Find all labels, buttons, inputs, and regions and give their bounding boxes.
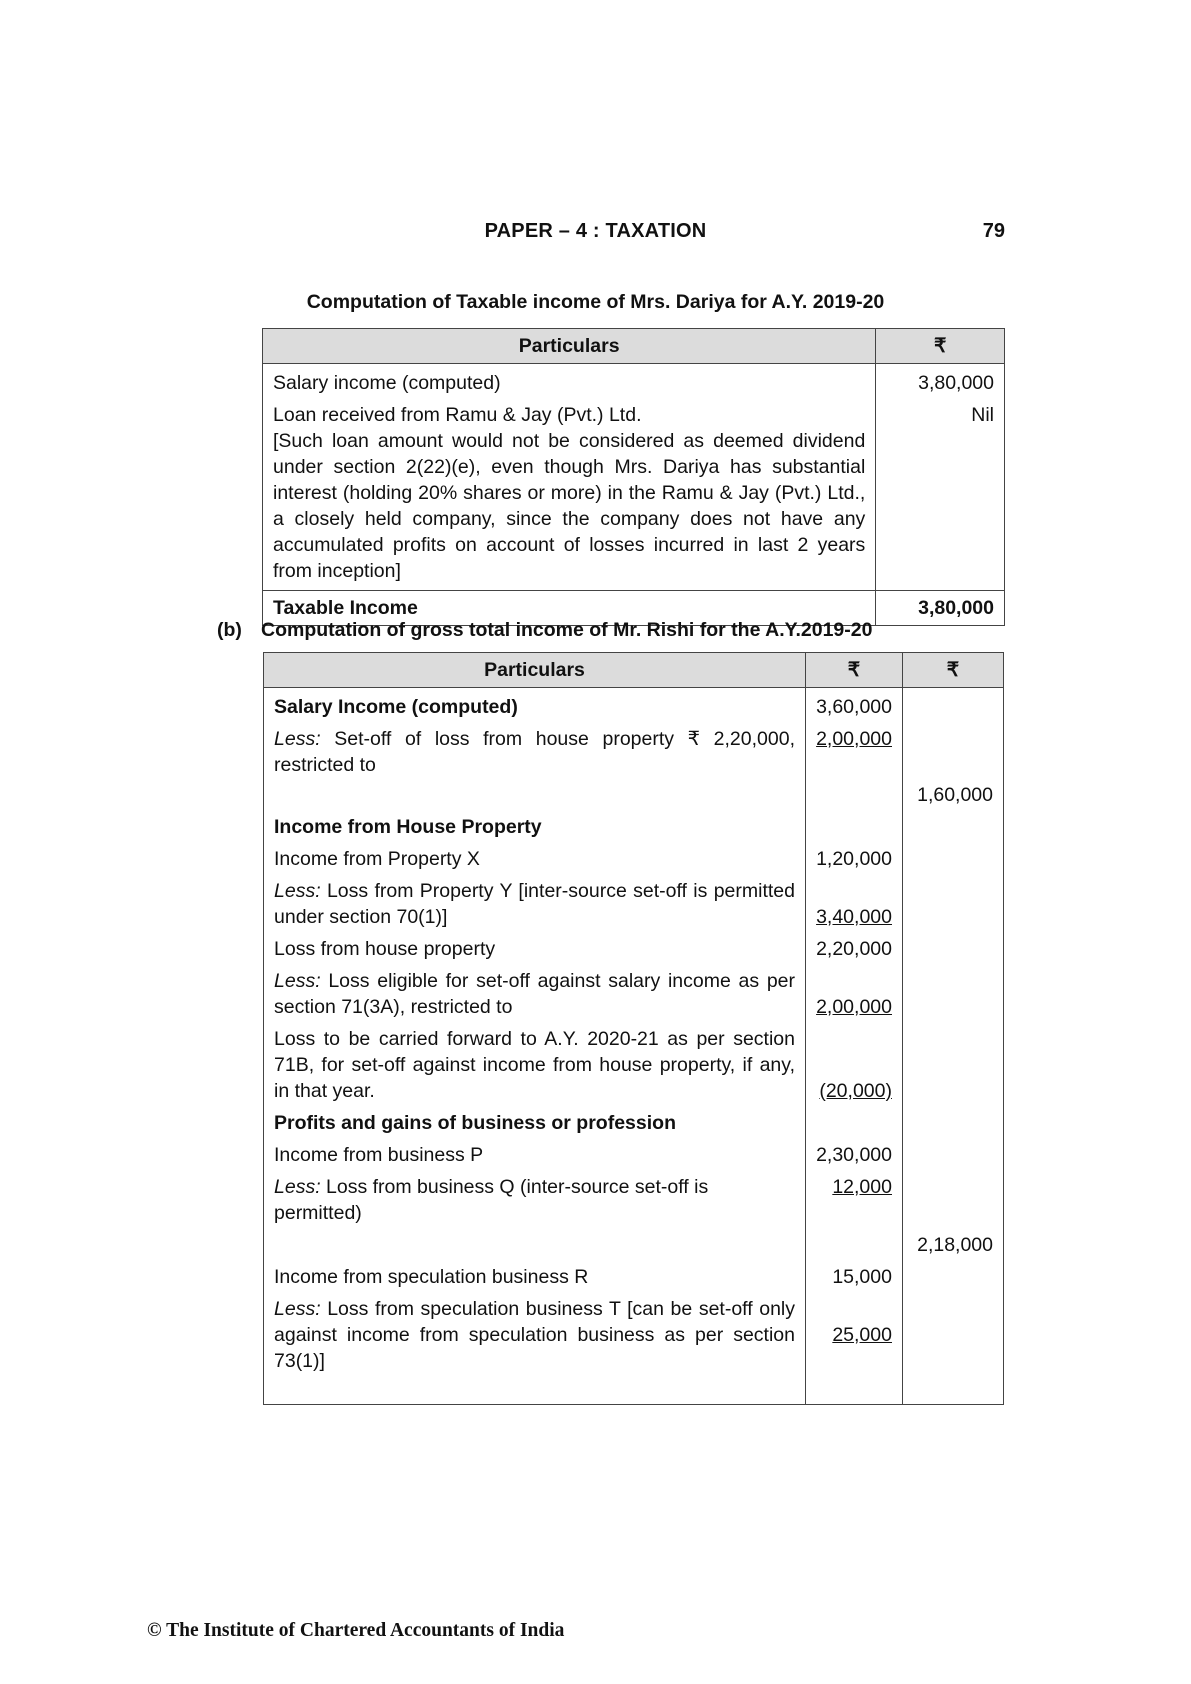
table-row bbox=[264, 1258, 1004, 1290]
column-header-amount-2: ₹ bbox=[902, 653, 1003, 688]
table-row bbox=[263, 396, 1005, 428]
row-particulars: Salary income (computed) bbox=[263, 364, 876, 397]
table-row bbox=[264, 720, 1004, 778]
salary-net-amount: 1,60,000 bbox=[902, 778, 1003, 808]
table-row bbox=[264, 930, 1004, 962]
business-p-text: Income from business P bbox=[264, 1136, 806, 1168]
less-word: Less: bbox=[274, 1298, 321, 1320]
column-header-particulars: Particulars bbox=[263, 329, 876, 364]
table-row bbox=[264, 1104, 1004, 1136]
table-b-caption: Computation of gross total income of Mr. Rishi for the A.Y.2019-20 bbox=[261, 619, 873, 641]
less-word: Less: bbox=[274, 880, 321, 902]
salary-less-amount: 2,00,000 bbox=[816, 728, 892, 750]
table-row bbox=[263, 428, 1005, 591]
salary-amount: 3,60,000 bbox=[806, 688, 903, 721]
page-header-title: PAPER – 4 : TAXATION bbox=[484, 220, 707, 242]
less-word: Less: bbox=[274, 970, 321, 992]
speculation-r-amount: 15,000 bbox=[806, 1258, 903, 1290]
speculation-t-amount: 25,000 bbox=[832, 1324, 892, 1346]
table-row bbox=[264, 872, 1004, 930]
business-p-amount: 2,30,000 bbox=[806, 1136, 903, 1168]
table-row bbox=[264, 1020, 1004, 1104]
section-b-label: (b) bbox=[217, 619, 242, 641]
property-y-text: Loss from Property Y [inter-source set-off is permitted under section 70(1)] bbox=[274, 880, 795, 928]
hp-eligible-amount: 2,00,000 bbox=[816, 996, 892, 1018]
property-x-text: Income from Property X bbox=[264, 840, 806, 872]
table-row bbox=[264, 1290, 1004, 1405]
footer-copyright: © The Institute of Chartered Accountants of India bbox=[147, 1620, 565, 1641]
business-net-amount: 2,18,000 bbox=[902, 1226, 1003, 1258]
taxable-income-table bbox=[262, 328, 1005, 626]
house-property-heading: Income from House Property bbox=[264, 808, 806, 840]
table-row bbox=[264, 840, 1004, 872]
row-amount: Nil bbox=[876, 396, 1005, 428]
column-header-amount-1: ₹ bbox=[806, 653, 903, 688]
business-q-text: Loss from business Q (inter-source set-off is permitted) bbox=[274, 1176, 709, 1224]
table-row bbox=[264, 962, 1004, 1020]
property-x-amount: 1,20,000 bbox=[806, 840, 903, 872]
page-number: 79 bbox=[982, 220, 1005, 242]
table-row bbox=[263, 364, 1005, 397]
business-q-amount: 12,000 bbox=[832, 1176, 892, 1198]
hp-carry-forward-amount: (20,000) bbox=[819, 1080, 892, 1102]
property-y-amount: 3,40,000 bbox=[816, 906, 892, 928]
hp-loss-text: Loss from house property bbox=[264, 930, 806, 962]
row-particulars: Loan received from Ramu & Jay (Pvt.) Ltd. bbox=[263, 396, 876, 428]
speculation-t-text: Loss from speculation business T [can be set-off only against income from speculation business as per section 73(1)] bbox=[274, 1298, 796, 1372]
row-amount bbox=[876, 428, 1005, 591]
hp-carry-forward-text: Loss to be carried forward to A.Y. 2020-21 as per section 71B, for set-off against income from house property, if any, in that year. bbox=[264, 1020, 806, 1104]
speculation-r-text: Income from speculation business R bbox=[264, 1258, 806, 1290]
table-row bbox=[264, 1168, 1004, 1226]
less-word: Less: bbox=[274, 1176, 321, 1198]
salary-less-text: Set-off of loss from house property ₹ 2,20,000, restricted to bbox=[274, 728, 795, 776]
total-amount: 3,80,000 bbox=[876, 591, 1005, 626]
column-header-amount: ₹ bbox=[876, 329, 1005, 364]
total-label: Taxable Income bbox=[263, 591, 876, 626]
table-row bbox=[264, 688, 1004, 721]
table-a-caption: Computation of Taxable income of Mrs. Dariya for A.Y. 2019-20 bbox=[306, 291, 885, 313]
salary-heading: Salary Income (computed) bbox=[264, 688, 806, 721]
less-word: Less: bbox=[274, 728, 321, 750]
table-row bbox=[264, 1226, 1004, 1258]
hp-eligible-text: Loss eligible for set-off against salary income as per section 71(3A), restricted to bbox=[274, 970, 796, 1018]
hp-loss-amount: 2,20,000 bbox=[806, 930, 903, 962]
column-header-particulars: Particulars bbox=[264, 653, 806, 688]
pgbp-heading: Profits and gains of business or profession bbox=[264, 1104, 806, 1136]
row-particulars-note: [Such loan amount would not be considered as deemed dividend under section 2(22)(e), even though Mrs. Dariya has substantial interest (holding 20% shares or more) in the Ramu & Jay (Pvt.) Ltd., a closely held company, since the company does not have any accumulated profits on account of losses incurred in last 2 years from inception] bbox=[263, 428, 876, 591]
gross-total-income-table bbox=[263, 652, 1004, 1405]
row-amount: 3,80,000 bbox=[876, 364, 1005, 397]
table-row bbox=[264, 1136, 1004, 1168]
table-row bbox=[264, 808, 1004, 840]
table-row bbox=[264, 778, 1004, 808]
